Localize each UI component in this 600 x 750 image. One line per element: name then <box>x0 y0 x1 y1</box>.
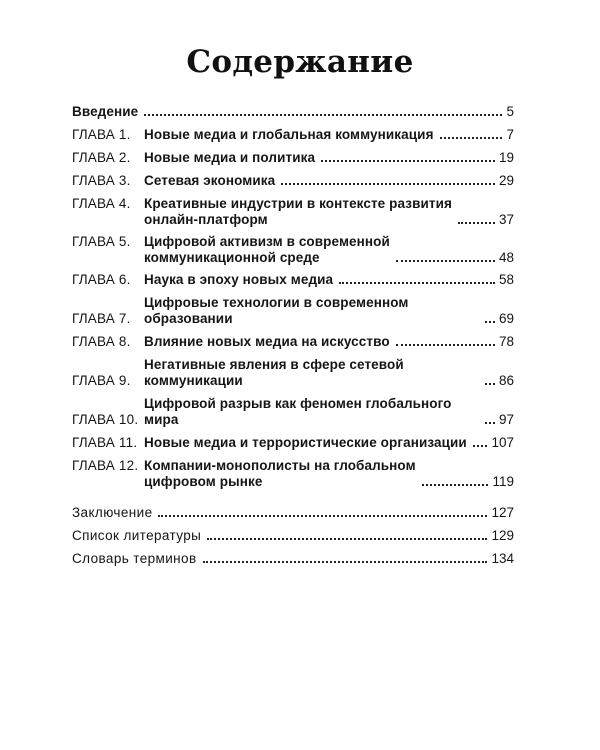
chapter-title-line-2: цифровом рынке <box>144 474 263 489</box>
chapter-title-line-2: онлайн-платформ <box>144 212 268 227</box>
toc-entry-chapter-5 <box>72 234 514 266</box>
chapter-label: ГЛАВА 2. <box>72 150 131 165</box>
toc-entry-title: Список литературы <box>72 528 202 543</box>
table-of-contents <box>72 104 514 574</box>
chapter-label: ГЛАВА 4. <box>72 196 131 211</box>
dot-leader <box>321 160 495 162</box>
toc-entry-chapter-10 <box>72 396 514 428</box>
toc-entry-title: Заключение <box>72 505 153 520</box>
toc-page-number: 86 <box>498 373 514 388</box>
dot-leader <box>440 137 503 139</box>
toc-entry-chapter-4 <box>72 196 514 228</box>
chapter-label: ГЛАВА 1. <box>72 127 131 142</box>
chapter-label: ГЛАВА 6. <box>72 272 131 287</box>
chapter-label: ГЛАВА 12. <box>72 458 139 473</box>
chapter-title-line-1: Креативные индустрии в контексте развития <box>144 196 452 211</box>
dot-leader <box>158 515 487 517</box>
toc-page-number: 78 <box>498 334 514 349</box>
chapter-title: Негативные явления в сфере сетевой коммуникации <box>144 357 404 388</box>
chapter-title: Наука в эпоху новых медиа <box>144 272 334 287</box>
toc-entry-bibliography <box>72 528 514 544</box>
dot-leader <box>473 445 488 447</box>
chapter-title-line-1: Компании-монополисты на глобальном <box>144 458 416 473</box>
toc-page-number: 58 <box>498 272 514 287</box>
page-title: Содержание <box>186 44 414 80</box>
dot-leader <box>339 282 495 284</box>
chapter-title: Сетевая экономика <box>144 173 276 188</box>
toc-page-number: 97 <box>498 412 514 427</box>
toc-entry-chapter-11 <box>72 435 514 451</box>
toc-entry-intro <box>72 104 514 120</box>
toc-page-number: 37 <box>498 212 514 227</box>
toc-entry-conclusion <box>72 505 514 521</box>
toc-entry-title: Введение <box>72 104 139 119</box>
chapter-label: ГЛАВА 9. <box>72 373 131 388</box>
dot-leader <box>422 484 489 486</box>
chapter-title: Цифровой разрыв как феномен глобального мира <box>144 396 452 427</box>
dot-leader <box>281 183 495 185</box>
toc-page-number: 107 <box>491 435 514 450</box>
chapter-title-line-2: коммуникационной среде <box>144 250 320 265</box>
chapter-label: ГЛАВА 8. <box>72 334 131 349</box>
chapter-label: ГЛАВА 10. <box>72 412 139 427</box>
dot-leader <box>485 383 495 385</box>
chapter-title: Новые медиа и глобальная коммуникация <box>144 127 434 142</box>
chapter-title: Новые медиа и политика <box>144 150 316 165</box>
toc-page-number: 29 <box>498 173 514 188</box>
dot-leader <box>485 321 495 323</box>
toc-page-number: 129 <box>491 528 514 543</box>
toc-page-number: 48 <box>498 250 514 265</box>
dot-leader <box>207 538 487 540</box>
dot-leader <box>144 114 502 116</box>
chapter-label: ГЛАВА 5. <box>72 234 131 249</box>
dot-leader <box>485 422 495 424</box>
toc-page-number: 69 <box>498 311 514 326</box>
chapter-title-line-1: Цифровой активизм в современной <box>144 234 390 249</box>
toc-entry-chapter-6 <box>72 272 514 288</box>
chapter-title: Цифровые технологии в современном образовании <box>144 295 409 326</box>
toc-entry-chapter-1 <box>72 127 514 143</box>
chapter-label: ГЛАВА 3. <box>72 173 131 188</box>
toc-entry-chapter-12 <box>72 458 514 490</box>
chapter-label: ГЛАВА 11. <box>72 435 138 450</box>
toc-entry-chapter-9 <box>72 357 514 389</box>
toc-entry-chapter-2 <box>72 150 514 166</box>
toc-entry-glossary <box>72 551 514 567</box>
toc-page-number: 5 <box>506 104 514 119</box>
toc-entry-chapter-3 <box>72 173 514 189</box>
toc-page-number: 127 <box>491 505 514 520</box>
dot-leader <box>396 260 495 262</box>
chapter-title: Влияние новых медиа на искусство <box>144 334 390 349</box>
toc-page-number: 134 <box>491 551 514 566</box>
toc-entry-chapter-7 <box>72 295 514 327</box>
dot-leader <box>396 344 495 346</box>
chapter-title: Новые медиа и террористические организации <box>144 435 467 450</box>
dot-leader <box>458 222 495 224</box>
toc-page-number: 7 <box>506 127 514 142</box>
toc-entry-chapter-8 <box>72 334 514 350</box>
dot-leader <box>203 561 488 563</box>
toc-page-number: 119 <box>492 474 514 489</box>
spacer <box>72 496 514 505</box>
toc-entry-title: Словарь терминов <box>72 551 197 566</box>
toc-page-number: 19 <box>498 150 514 165</box>
chapter-label: ГЛАВА 7. <box>72 311 131 326</box>
